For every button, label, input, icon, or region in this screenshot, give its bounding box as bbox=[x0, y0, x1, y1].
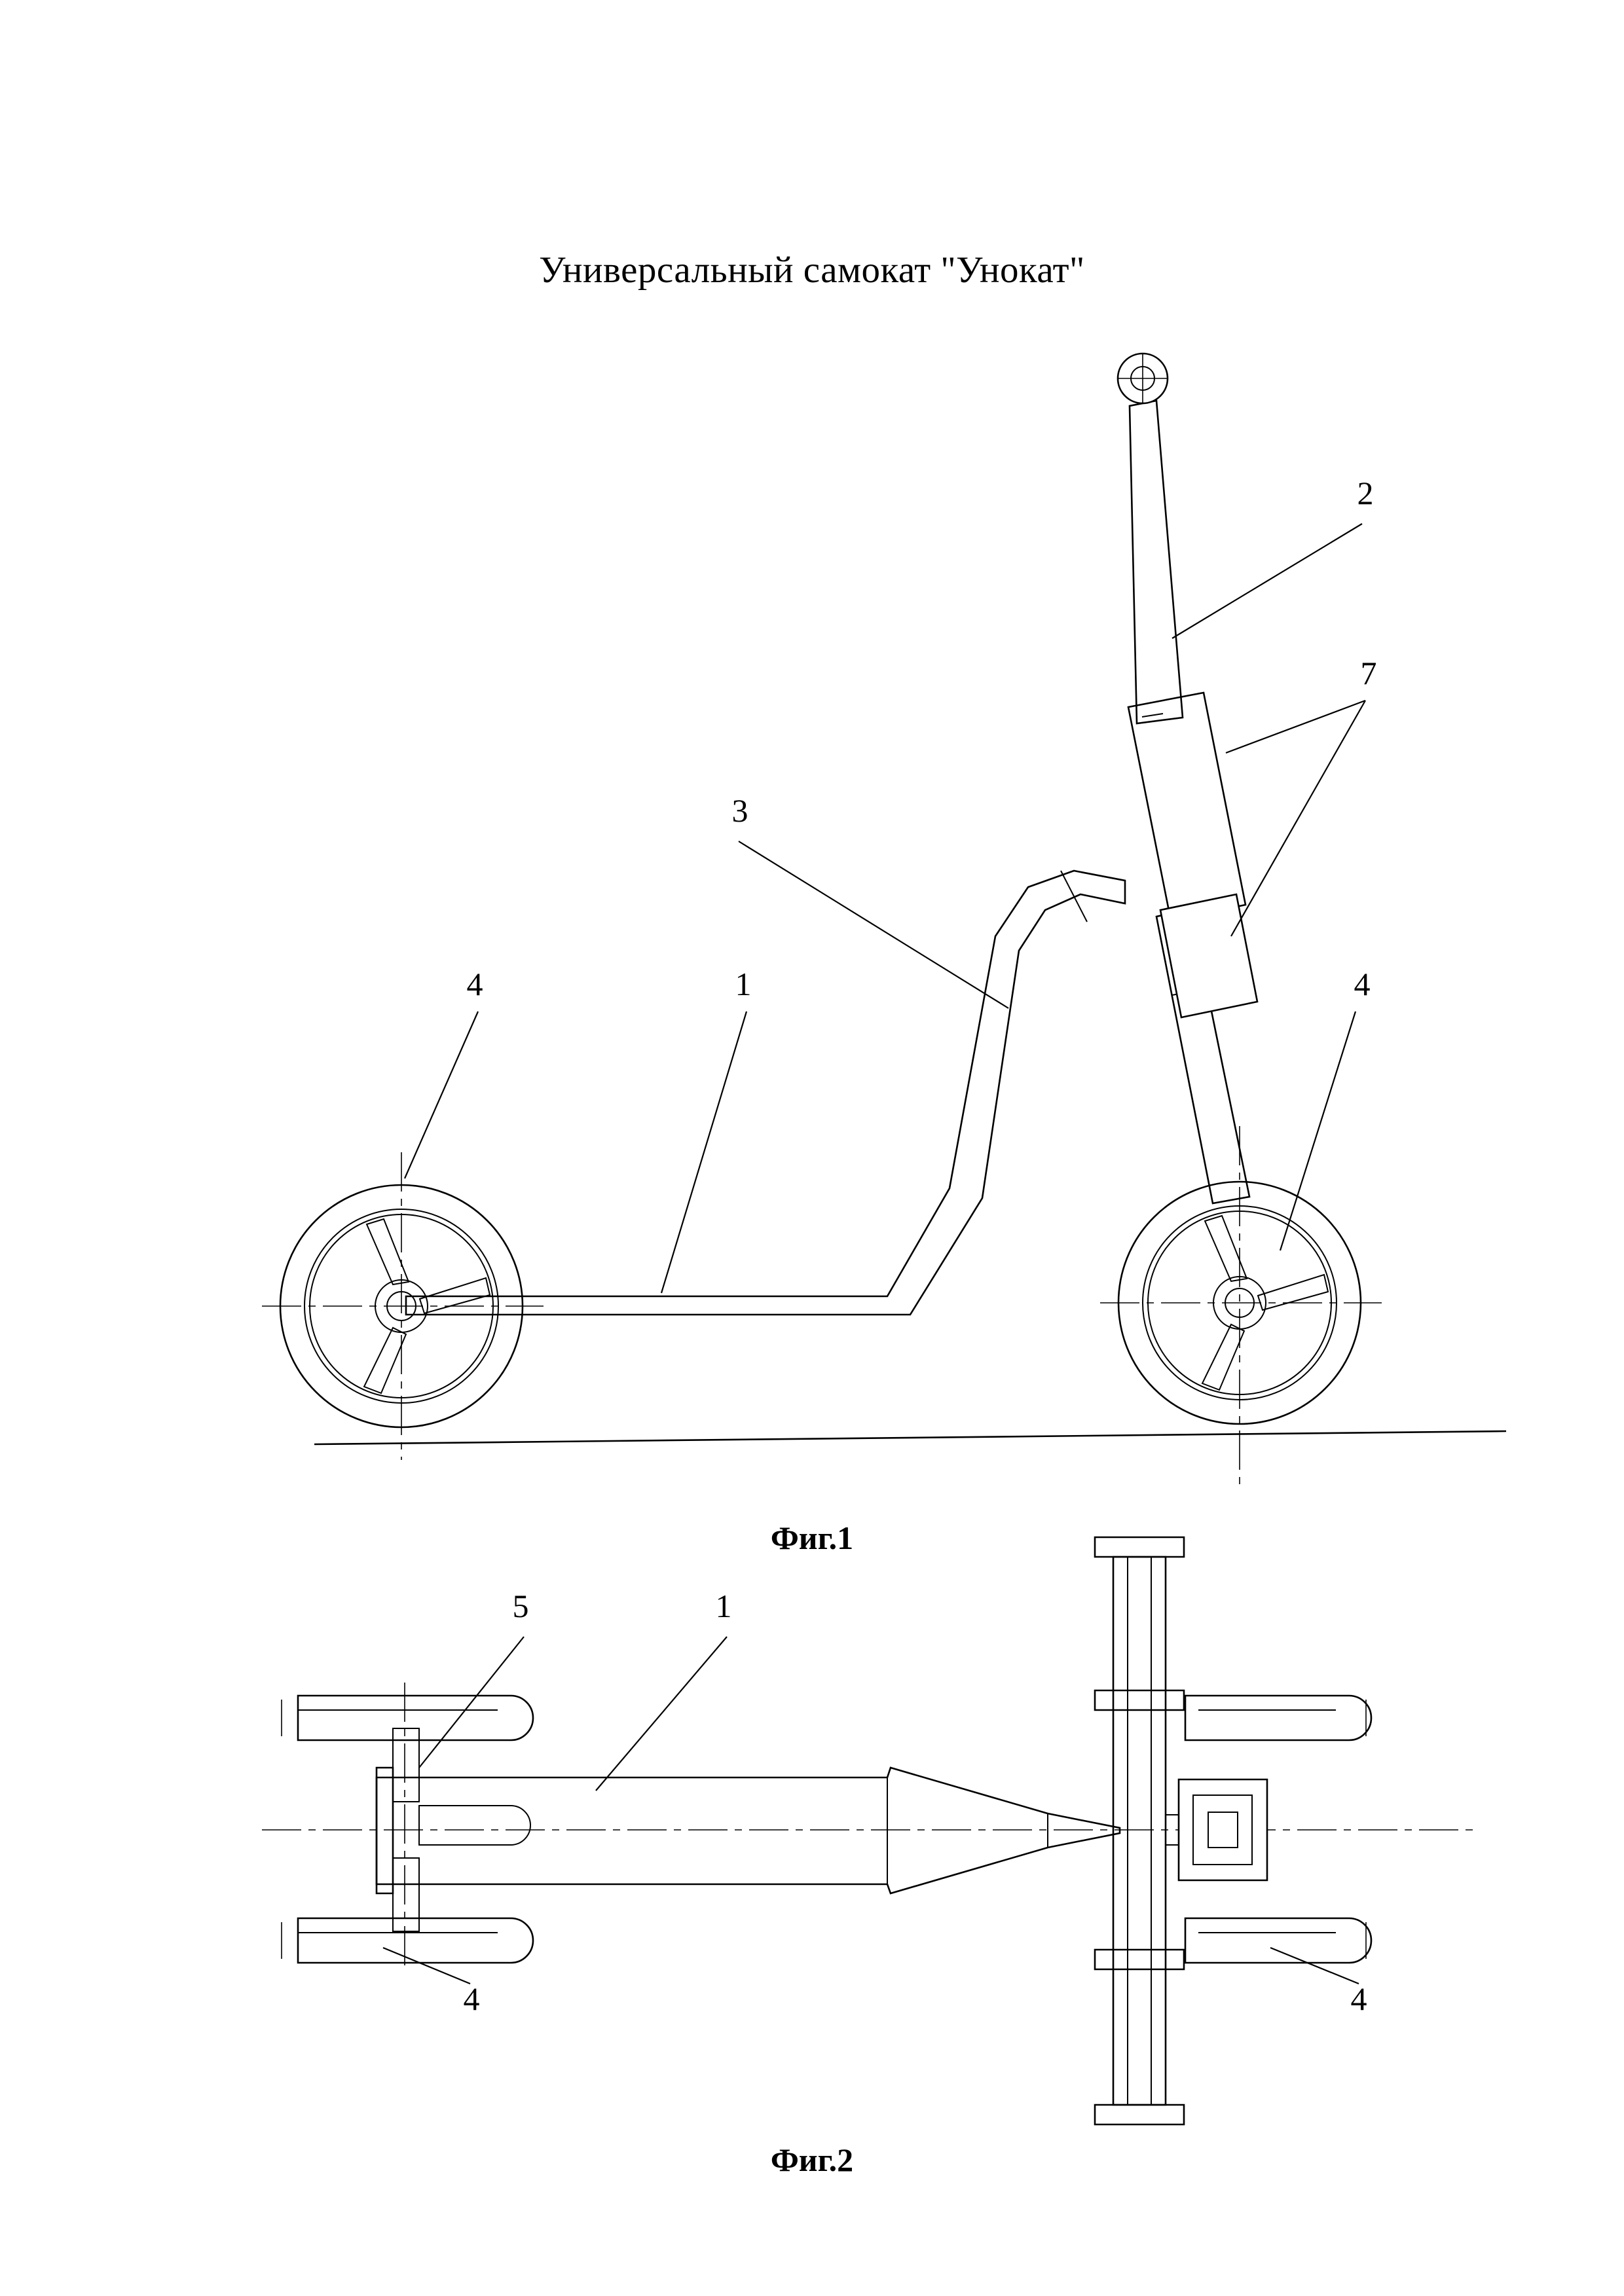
deck-outline bbox=[406, 871, 1125, 1315]
leader-1-deck bbox=[661, 1011, 747, 1293]
leader-1-plan bbox=[596, 1637, 727, 1791]
rear-hub-block bbox=[1179, 1779, 1267, 1880]
front-wheel-left bbox=[298, 1696, 533, 1740]
leader-7 bbox=[1226, 701, 1365, 936]
callout-fig1-1: 1 bbox=[735, 966, 752, 1002]
steering-shaft-plan bbox=[1113, 1557, 1166, 2105]
figure-1-caption: Фиг.1 bbox=[770, 1520, 854, 1556]
figure-1-side-view bbox=[262, 354, 1506, 1486]
leader-4-left bbox=[383, 1948, 470, 1984]
steering-column-sleeve bbox=[1128, 693, 1257, 1017]
handlebar-knob bbox=[1118, 354, 1168, 403]
front-axle-assembly bbox=[282, 1696, 533, 1963]
callout-fig2-5: 5 bbox=[512, 1588, 529, 1624]
deck-joint-line bbox=[1061, 871, 1087, 922]
leader-3 bbox=[739, 841, 1008, 1008]
figure-2-top-view bbox=[262, 1537, 1473, 2124]
callout-fig1-4-front: 4 bbox=[466, 966, 483, 1002]
ground-line bbox=[314, 1431, 1506, 1444]
leader-4-right bbox=[1270, 1948, 1359, 1984]
sleeve-lower bbox=[1160, 894, 1257, 1017]
callout-fig2-1: 1 bbox=[715, 1588, 732, 1624]
figure-2-leaders bbox=[383, 1637, 1359, 1984]
callout-fig1-2: 2 bbox=[1357, 475, 1374, 511]
front-hub bbox=[419, 1806, 530, 1845]
front-wheel bbox=[262, 1152, 544, 1460]
leader-5 bbox=[419, 1637, 524, 1768]
page-title: Универсальный самокат "Унокат" bbox=[539, 249, 1085, 291]
callout-fig1-3: 3 bbox=[731, 792, 748, 829]
leader-4-front bbox=[405, 1011, 478, 1178]
figure-2-caption: Фиг.2 bbox=[770, 2141, 854, 2178]
deck-platform bbox=[406, 871, 1125, 1315]
handlebar-stem bbox=[1118, 354, 1183, 723]
sleeve-upper bbox=[1128, 693, 1246, 920]
rear-wheel bbox=[1100, 1126, 1382, 1486]
rear-wheel-left bbox=[1185, 1696, 1371, 1740]
callout-fig1-7: 7 bbox=[1360, 655, 1377, 691]
callout-fig2-4-left: 4 bbox=[463, 1980, 480, 2017]
figure-1-leaders bbox=[405, 524, 1365, 1293]
callout-fig1-4-rear: 4 bbox=[1354, 966, 1371, 1002]
steering-fork bbox=[1156, 909, 1249, 1203]
leader-4-rear bbox=[1280, 1011, 1356, 1250]
fork-bracket bbox=[377, 1683, 419, 1971]
callout-fig2-4-right: 4 bbox=[1350, 1980, 1367, 2017]
rear-wheel-right bbox=[1185, 1918, 1371, 1963]
front-wheel-right bbox=[298, 1918, 533, 1963]
deck-plan-body bbox=[377, 1768, 1120, 1893]
rear-axle-assembly bbox=[1095, 1537, 1371, 2124]
leader-2 bbox=[1172, 524, 1362, 638]
